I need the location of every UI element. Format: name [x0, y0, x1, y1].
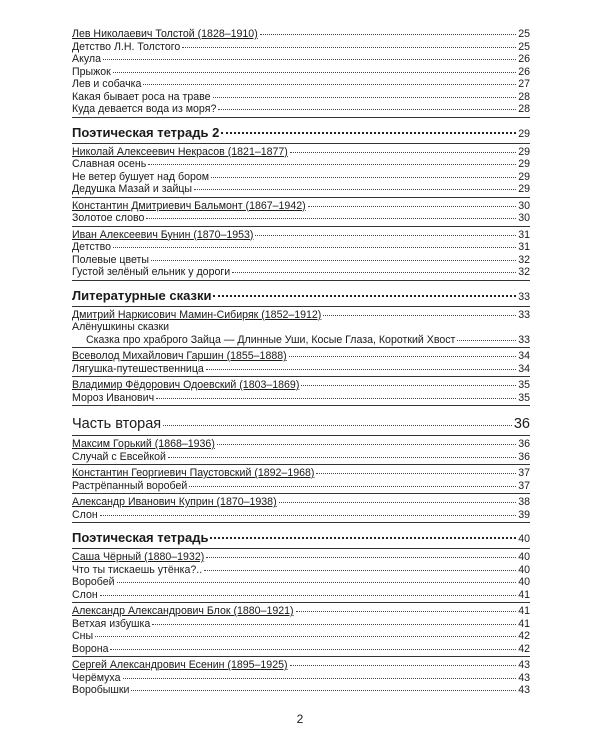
toc-entry-work — [72, 684, 530, 697]
toc-entry-title: Золотое слово — [72, 212, 145, 224]
toc-entry-title: Поэтическая тетрадь — [72, 530, 209, 545]
toc-entry-author — [72, 309, 530, 322]
dot-leader — [151, 260, 516, 261]
toc-entry-work — [72, 321, 530, 334]
separator-line — [72, 493, 530, 494]
separator-line — [72, 602, 530, 603]
toc-entry-page: 42 — [518, 630, 530, 642]
dot-leader — [211, 177, 516, 178]
toc-entry-work — [72, 630, 530, 643]
toc-entry-page: 36 — [513, 416, 530, 432]
toc-entry-page: 30 — [518, 199, 530, 212]
dot-leader — [163, 425, 512, 426]
separator-line — [72, 548, 530, 549]
toc-entry-title: Детство Л.Н. Толстого — [72, 40, 181, 53]
toc-entry-author — [72, 467, 530, 480]
dot-leader — [103, 59, 516, 60]
toc-entry-work — [72, 158, 530, 171]
dot-leader — [301, 385, 516, 386]
toc-entry-work — [72, 254, 530, 267]
dot-leader — [232, 272, 516, 273]
toc-entry-page: 35 — [518, 391, 530, 404]
dot-leader — [210, 537, 516, 539]
toc-entry-section — [72, 529, 530, 547]
toc-entry-work — [72, 589, 530, 602]
toc-entry-author — [72, 200, 530, 213]
toc-entry-title: Мороз Иванович — [72, 391, 155, 404]
toc-entry-part — [72, 414, 530, 434]
toc-entry-page: 25 — [518, 40, 530, 53]
toc-entry-title: Сказка про храброго Зайца — Длинные Уши, Косые Глаза, Короткий Хвост — [86, 333, 456, 346]
toc-entry-work — [72, 451, 530, 464]
separator-line — [72, 522, 530, 523]
toc-entry-work — [72, 241, 530, 254]
toc-entry-work — [72, 564, 530, 577]
toc-entry-page: 41 — [518, 605, 530, 617]
separator-line — [72, 435, 530, 436]
toc-entry-page: 37 — [518, 479, 530, 492]
dot-leader — [218, 109, 516, 110]
toc-entry-title: Лев Николаевич Толстой (1828–1910) — [72, 28, 258, 40]
toc-entry-work — [72, 618, 530, 631]
toc-entry-work — [72, 78, 530, 91]
dot-leader — [123, 678, 517, 679]
dot-leader — [206, 557, 516, 558]
toc-entry-page: 43 — [518, 659, 530, 671]
dot-leader — [110, 649, 516, 650]
toc-entry-title: Лев и собачка — [72, 78, 142, 90]
toc-entry-page: 25 — [518, 28, 530, 40]
toc-entry-work — [72, 266, 530, 279]
dot-leader — [213, 295, 516, 297]
dot-leader — [213, 97, 517, 98]
toc-entry-page: 33 — [518, 333, 530, 346]
toc-entry-title: Густой зелёный ельник у дороги — [72, 266, 231, 278]
toc-entry-page: 29 — [518, 127, 530, 140]
toc-entry-title: Александр Иванович Куприн (1870–1938) — [72, 496, 277, 508]
dot-leader — [117, 582, 517, 583]
toc-entry-title: Славная осень — [72, 158, 147, 170]
toc-entry-title: Полевые цветы — [72, 253, 150, 266]
toc-entry-page: 26 — [518, 53, 530, 65]
toc-entry-page: 42 — [518, 642, 530, 655]
separator-line — [72, 306, 530, 307]
dot-leader — [182, 47, 516, 48]
separator-line — [72, 405, 530, 406]
separator-line — [72, 280, 530, 281]
dot-leader — [168, 457, 516, 458]
toc-entry-work — [72, 66, 530, 79]
separator-line — [72, 347, 530, 348]
toc-entry-page: 29 — [518, 145, 530, 158]
toc-entry-title: Дмитрий Наркисович Мамин-Сибиряк (1852–1912) — [72, 308, 322, 321]
dot-leader — [100, 515, 517, 516]
toc-entry-work — [72, 363, 530, 376]
dot-leader — [95, 636, 516, 637]
dot-leader — [146, 218, 516, 219]
separator-line — [72, 117, 530, 118]
toc-entry-page: 31 — [518, 228, 530, 241]
dot-leader — [206, 369, 516, 370]
toc-entry-title: Черёмуха — [72, 671, 121, 684]
toc-entry-page: 36 — [518, 438, 530, 450]
toc-entry-author — [72, 146, 530, 159]
toc-entry-title: Иван Алексеевич Бунин (1870–1953) — [72, 228, 254, 241]
toc-entry-title: Поэтическая тетрадь 2 — [72, 124, 220, 140]
toc-entry-author — [72, 659, 530, 672]
toc-entry-page: 29 — [518, 170, 530, 183]
toc-entry-title: Слон — [72, 508, 98, 521]
toc-entry-page: 40 — [518, 533, 530, 545]
dot-leader — [194, 189, 516, 190]
toc-entry-page: 33 — [518, 290, 530, 303]
toc-entry-title: Воробышки — [72, 684, 130, 696]
toc-entry-title: Сергей Александрович Есенин (1895–1925) — [72, 659, 288, 671]
toc-entry-page: 28 — [518, 103, 530, 115]
toc-entry-page: 30 — [518, 212, 530, 224]
dot-leader — [255, 235, 516, 236]
toc-entry-work — [72, 41, 530, 54]
separator-line — [72, 226, 530, 227]
toc-entry-author — [72, 551, 530, 564]
dot-leader — [457, 340, 516, 341]
toc-entry-author — [72, 438, 530, 451]
toc-entry-author — [72, 350, 530, 363]
toc-entry-title: Дедушка Мазай и зайцы — [72, 183, 193, 195]
toc-entry-title: Не ветер бушует над бором — [72, 170, 210, 183]
toc-entry-title: Что ты тискаешь утёнка?.. — [72, 563, 203, 576]
toc-entry-indent — [72, 334, 530, 347]
dot-leader — [156, 398, 516, 399]
toc-entry-page: 34 — [518, 350, 530, 362]
page-number: 2 — [296, 712, 304, 726]
toc-entry-title: Александр Александрович Блок (1880–1921) — [72, 605, 294, 617]
toc-entry-title: Детство — [72, 241, 111, 253]
toc-entry-title: Лягушка-путешественница — [72, 362, 204, 375]
dot-leader — [148, 164, 516, 165]
toc-entry-page: 40 — [518, 551, 530, 563]
toc-entry-title: Ветхая избушка — [72, 617, 151, 630]
toc-entry-work — [72, 91, 530, 104]
toc-entry-page: 40 — [518, 576, 530, 588]
toc-entry-work — [72, 171, 530, 184]
dot-leader — [221, 132, 516, 134]
toc-entry-work — [72, 53, 530, 66]
dot-leader — [279, 502, 517, 503]
toc-entry-page: 26 — [518, 65, 530, 78]
dot-leader — [323, 315, 516, 316]
toc-entry-author — [72, 229, 530, 242]
dot-leader — [217, 444, 516, 445]
toc-entry-page: 43 — [518, 684, 530, 696]
toc-entry-title: Ворона — [72, 642, 109, 655]
toc-entry-work — [72, 103, 530, 116]
toc-entry-page: 37 — [518, 467, 530, 479]
toc-entry-page: 33 — [518, 308, 530, 321]
toc-entry-page: 31 — [518, 241, 530, 253]
dot-leader — [289, 356, 517, 357]
dot-leader — [143, 84, 516, 85]
toc-entry-page: 38 — [518, 496, 530, 508]
toc-entry-title: Константин Дмитриевич Бальмонт (1867–1942) — [72, 199, 306, 212]
dot-leader — [260, 34, 516, 35]
toc-entry-title: Владимир Фёдорович Одоевский (1803–1869) — [72, 379, 300, 391]
separator-line — [72, 464, 530, 465]
toc-entry-author — [72, 496, 530, 509]
toc-entry-page: 32 — [518, 253, 530, 266]
toc-entry-title: Куда девается вода из моря? — [72, 103, 217, 115]
toc-entry-page: 27 — [518, 78, 530, 90]
toc-entry-title: Алёнушкины сказки — [72, 321, 170, 333]
dot-leader — [290, 665, 517, 666]
toc-entry-page: 29 — [518, 158, 530, 170]
separator-line — [72, 197, 530, 198]
dot-leader — [204, 570, 516, 571]
dot-leader — [131, 690, 516, 691]
toc-entry-work — [72, 643, 530, 656]
toc-entry-title: Константин Георгиевич Паустовский (1892–1968) — [72, 467, 315, 479]
toc-entry-section — [72, 287, 530, 305]
toc-entry-section — [72, 124, 530, 142]
dot-leader — [113, 247, 516, 248]
toc-entry-work — [72, 183, 530, 196]
toc-entry-title: Какая бывает роса на траве — [72, 90, 211, 103]
toc-entry-page: 43 — [518, 671, 530, 684]
toc-entry-page: 40 — [518, 563, 530, 576]
dot-leader — [316, 473, 516, 474]
toc-entry-page: 32 — [518, 266, 530, 278]
toc-entry-page: 39 — [518, 508, 530, 521]
separator-line — [72, 656, 530, 657]
toc-entry-page: 29 — [518, 183, 530, 195]
toc-entry-author — [72, 28, 530, 41]
toc-entry-page: 28 — [518, 90, 530, 103]
toc-entry-page: 36 — [518, 450, 530, 463]
toc-entry-work — [72, 212, 530, 225]
dot-leader — [189, 486, 516, 487]
toc-entry-title: Слон — [72, 588, 98, 601]
toc-entry-title: Литературные сказки — [72, 287, 212, 303]
toc-entry-page: 41 — [518, 588, 530, 601]
toc-entry-title: Сны — [72, 630, 94, 642]
dot-leader — [290, 152, 516, 153]
toc-entry-title: Прыжок — [72, 65, 111, 78]
table-of-contents — [72, 28, 530, 697]
toc-entry-title: Растрёпанный воробей — [72, 479, 188, 492]
toc-entry-work — [72, 480, 530, 493]
toc-entry-work — [72, 576, 530, 589]
toc-entry-author — [72, 605, 530, 618]
toc-entry-title: Саша Чёрный (1880–1932) — [72, 551, 205, 563]
toc-entry-title: Акула — [72, 53, 101, 65]
toc-entry-title: Часть вторая — [72, 416, 162, 432]
separator-line — [72, 376, 530, 377]
dot-leader — [152, 624, 516, 625]
toc-entry-title: Николай Алексеевич Некрасов (1821–1877) — [72, 145, 288, 158]
separator-line — [72, 143, 530, 144]
dot-leader — [296, 611, 517, 612]
toc-entry-title: Случай с Евсейкой — [72, 450, 166, 463]
toc-entry-author — [72, 379, 530, 392]
dot-leader — [100, 595, 517, 596]
toc-entry-title: Максим Горький (1868–1936) — [72, 438, 215, 450]
toc-entry-work — [72, 672, 530, 685]
toc-entry-title: Воробей — [72, 576, 115, 588]
toc-entry-page: 34 — [518, 362, 530, 375]
dot-leader — [113, 72, 516, 73]
toc-entry-title: Всеволод Михайлович Гаршин (1855–1888) — [72, 350, 287, 362]
dot-leader — [308, 206, 517, 207]
toc-entry-page: 35 — [518, 379, 530, 391]
toc-entry-page: 41 — [518, 617, 530, 630]
toc-entry-work — [72, 509, 530, 522]
toc-entry-work — [72, 392, 530, 405]
